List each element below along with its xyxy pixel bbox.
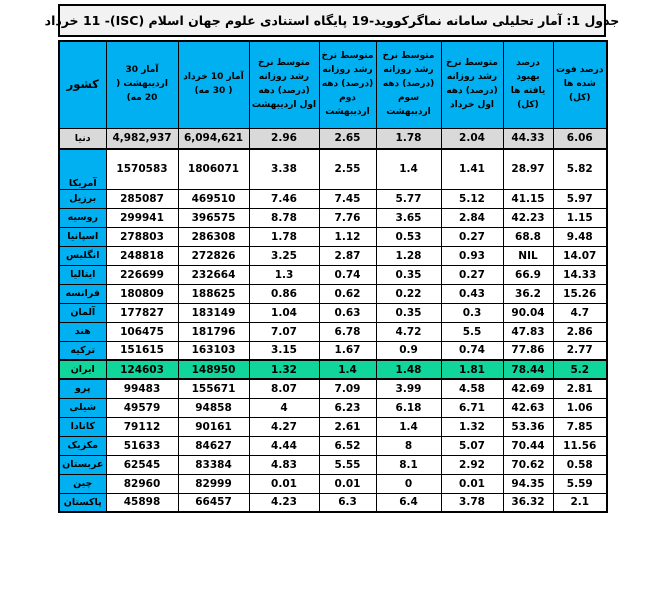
value-cell: 28.97 [503,149,553,189]
value-cell: 1.12 [319,227,376,246]
value-cell: 272826 [178,246,249,265]
value-cell: 8 [376,436,441,455]
value-cell: 6.3 [319,493,376,512]
value-cell: 66457 [178,493,249,512]
value-cell: 0.53 [376,227,441,246]
country-cell: آمریکا [59,149,106,189]
country-cell: انگلیس [59,246,106,265]
value-cell: 0.43 [441,284,503,303]
value-cell: 8.78 [249,208,319,227]
table-row [59,189,607,208]
table-row [59,360,607,379]
value-cell: 2.96 [249,128,319,149]
value-cell: 83384 [178,455,249,474]
value-cell: 99483 [106,379,178,398]
country-cell: کانادا [59,417,106,436]
table-body [59,128,607,512]
value-cell: 1.4 [319,360,376,379]
value-cell: 0.22 [376,284,441,303]
value-cell: 188625 [178,284,249,303]
value-cell: 396575 [178,208,249,227]
table-row [59,398,607,417]
value-cell: 4.23 [249,493,319,512]
value-cell: 6.78 [319,322,376,341]
country-cell: روسیه [59,208,106,227]
value-cell: 49579 [106,398,178,417]
value-cell: 6.52 [319,436,376,455]
table-row [59,436,607,455]
country-cell: ترکیه [59,341,106,360]
value-cell: 5.55 [319,455,376,474]
value-cell: 163103 [178,341,249,360]
value-cell: 1.81 [441,360,503,379]
header-cell: کشور [59,41,106,128]
value-cell: 0.86 [249,284,319,303]
value-cell: 7.07 [249,322,319,341]
value-cell: 7.46 [249,189,319,208]
value-cell: 6.71 [441,398,503,417]
value-cell: 6.23 [319,398,376,417]
value-cell: 148950 [178,360,249,379]
table-row [59,208,607,227]
value-cell: 94858 [178,398,249,417]
value-cell: 1.06 [553,398,607,417]
value-cell: 66.9 [503,265,553,284]
value-cell: 0.62 [319,284,376,303]
value-cell: 8.07 [249,379,319,398]
value-cell: 278803 [106,227,178,246]
country-cell: ایتالیا [59,265,106,284]
value-cell: 6.18 [376,398,441,417]
value-cell: 78.44 [503,360,553,379]
value-cell: 4.72 [376,322,441,341]
country-cell: مکزیک [59,436,106,455]
header-cell: متوسط نرخ رشد روزانه (درصد) دهه دوم اردیبهشت [319,41,376,128]
value-cell: 1570583 [106,149,178,189]
value-cell: 0.01 [319,474,376,493]
value-cell: 70.44 [503,436,553,455]
header-cell: آمار 30 اردیبهشت ( 20 مه) [106,41,178,128]
value-cell: 2.04 [441,128,503,149]
value-cell: 3.15 [249,341,319,360]
value-cell: 11.56 [553,436,607,455]
value-cell: 232664 [178,265,249,284]
value-cell: 45898 [106,493,178,512]
table-row [59,341,607,360]
value-cell: 2.86 [553,322,607,341]
value-cell: 177827 [106,303,178,322]
header-cell: متوسط نرخ رشد روزانه (درصد) دهه اول خرداد [441,41,503,128]
value-cell: 155671 [178,379,249,398]
value-cell: 286308 [178,227,249,246]
value-cell: 47.83 [503,322,553,341]
value-cell: 1.32 [441,417,503,436]
table-row [59,417,607,436]
value-cell: 0.9 [376,341,441,360]
value-cell: 0.74 [441,341,503,360]
value-cell: 1.32 [249,360,319,379]
value-cell: 0 [376,474,441,493]
value-cell: 90161 [178,417,249,436]
table-row [59,493,607,512]
table-row [59,149,607,189]
table-container [44,4,620,513]
table-caption: جدول 1: آمار تحلیلی سامانه نماگرکووید-19 پایگاه استنادی علوم جهان اسلام (ISC)- 11 خرداد [58,4,606,37]
value-cell: 0.58 [553,455,607,474]
table-row [59,227,607,246]
value-cell: 4.58 [441,379,503,398]
value-cell: 1.78 [249,227,319,246]
value-cell: 1.4 [376,149,441,189]
value-cell: 62545 [106,455,178,474]
value-cell: 41.15 [503,189,553,208]
value-cell: 5.59 [553,474,607,493]
table-row [59,303,607,322]
table-row [59,265,607,284]
value-cell: 2.55 [319,149,376,189]
value-cell: 5.2 [553,360,607,379]
country-cell: آلمان [59,303,106,322]
value-cell: 5.77 [376,189,441,208]
value-cell: 2.81 [553,379,607,398]
value-cell: 180809 [106,284,178,303]
value-cell: 42.69 [503,379,553,398]
value-cell: 6.06 [553,128,607,149]
table-row [59,455,607,474]
value-cell: 1.4 [376,417,441,436]
value-cell: 14.33 [553,265,607,284]
value-cell: 1.48 [376,360,441,379]
value-cell: 0.74 [319,265,376,284]
header-cell: آمار 10 خرداد ( 30 مه) [178,41,249,128]
table-row [59,474,607,493]
value-cell: 0.01 [249,474,319,493]
value-cell: 7.09 [319,379,376,398]
country-cell: برزیل [59,189,106,208]
value-cell: 36.2 [503,284,553,303]
value-cell: 3.38 [249,149,319,189]
country-cell: دنیا [59,128,106,149]
table-row [59,322,607,341]
value-cell: 51633 [106,436,178,455]
table-row [59,379,607,398]
value-cell: 151615 [106,341,178,360]
value-cell: 84627 [178,436,249,455]
value-cell: 106475 [106,322,178,341]
value-cell: 1.04 [249,303,319,322]
value-cell: 68.8 [503,227,553,246]
value-cell: 0.27 [441,265,503,284]
country-cell: فرانسه [59,284,106,303]
value-cell: 0.35 [376,265,441,284]
value-cell: 5.12 [441,189,503,208]
value-cell: 0.01 [441,474,503,493]
country-cell: ایران [59,360,106,379]
value-cell: 1806071 [178,149,249,189]
value-cell: 248818 [106,246,178,265]
value-cell: 79112 [106,417,178,436]
value-cell: 1.78 [376,128,441,149]
value-cell: 183149 [178,303,249,322]
header-cell: درصد بهبود یافته ها (کل) [503,41,553,128]
value-cell: 4.44 [249,436,319,455]
value-cell: 4 [249,398,319,417]
covid-stats-table [58,40,608,513]
table-row [59,284,607,303]
value-cell: 5.07 [441,436,503,455]
header-cell: متوسط نرخ رشد روزانه (درصد) دهه اول اردیبهشت [249,41,319,128]
value-cell: 124603 [106,360,178,379]
value-cell: 299941 [106,208,178,227]
value-cell: 0.3 [441,303,503,322]
value-cell: 7.85 [553,417,607,436]
value-cell: 2.92 [441,455,503,474]
value-cell: 82999 [178,474,249,493]
value-cell: 1.41 [441,149,503,189]
country-cell: هند [59,322,106,341]
country-cell: پاکستان [59,493,106,512]
country-cell: اسپانیا [59,227,106,246]
value-cell: 8.1 [376,455,441,474]
country-cell: عربستان [59,455,106,474]
country-cell: شیلی [59,398,106,417]
value-cell: 4.7 [553,303,607,322]
value-cell: 4.27 [249,417,319,436]
value-cell: 15.26 [553,284,607,303]
value-cell: 4,982,937 [106,128,178,149]
header-cell: درصد فوت شده ها (کل) [553,41,607,128]
value-cell: 1.28 [376,246,441,265]
header-row [59,41,607,128]
country-cell: چین [59,474,106,493]
value-cell: 42.23 [503,208,553,227]
value-cell: 5.97 [553,189,607,208]
value-cell: 1.15 [553,208,607,227]
value-cell: 0.63 [319,303,376,322]
value-cell: 53.36 [503,417,553,436]
value-cell: 2.84 [441,208,503,227]
value-cell: 5.82 [553,149,607,189]
value-cell: 94.35 [503,474,553,493]
value-cell: 2.77 [553,341,607,360]
value-cell: 181796 [178,322,249,341]
value-cell: 2.65 [319,128,376,149]
value-cell: 42.63 [503,398,553,417]
value-cell: 469510 [178,189,249,208]
value-cell: 285087 [106,189,178,208]
value-cell: 1.67 [319,341,376,360]
value-cell: 36.32 [503,493,553,512]
value-cell: 6.4 [376,493,441,512]
value-cell: 0.93 [441,246,503,265]
value-cell: 82960 [106,474,178,493]
value-cell: 0.27 [441,227,503,246]
value-cell: 9.48 [553,227,607,246]
value-cell: 44.33 [503,128,553,149]
value-cell: 4.83 [249,455,319,474]
value-cell: 2.61 [319,417,376,436]
value-cell: 3.99 [376,379,441,398]
value-cell: 2.1 [553,493,607,512]
value-cell: 90.04 [503,303,553,322]
value-cell: 1.3 [249,265,319,284]
value-cell: 226699 [106,265,178,284]
value-cell: 3.25 [249,246,319,265]
country-cell: پرو [59,379,106,398]
table-row [59,128,607,149]
value-cell: 3.65 [376,208,441,227]
value-cell: 2.87 [319,246,376,265]
value-cell: 70.62 [503,455,553,474]
value-cell: NIL [503,246,553,265]
value-cell: 14.07 [553,246,607,265]
value-cell: 7.76 [319,208,376,227]
header-cell: متوسط نرخ رشد روزانه (درصد) دهه سوم اردیبهشت [376,41,441,128]
value-cell: 7.45 [319,189,376,208]
value-cell: 3.78 [441,493,503,512]
value-cell: 0.35 [376,303,441,322]
value-cell: 5.5 [441,322,503,341]
value-cell: 77.86 [503,341,553,360]
table-row [59,246,607,265]
value-cell: 6,094,621 [178,128,249,149]
